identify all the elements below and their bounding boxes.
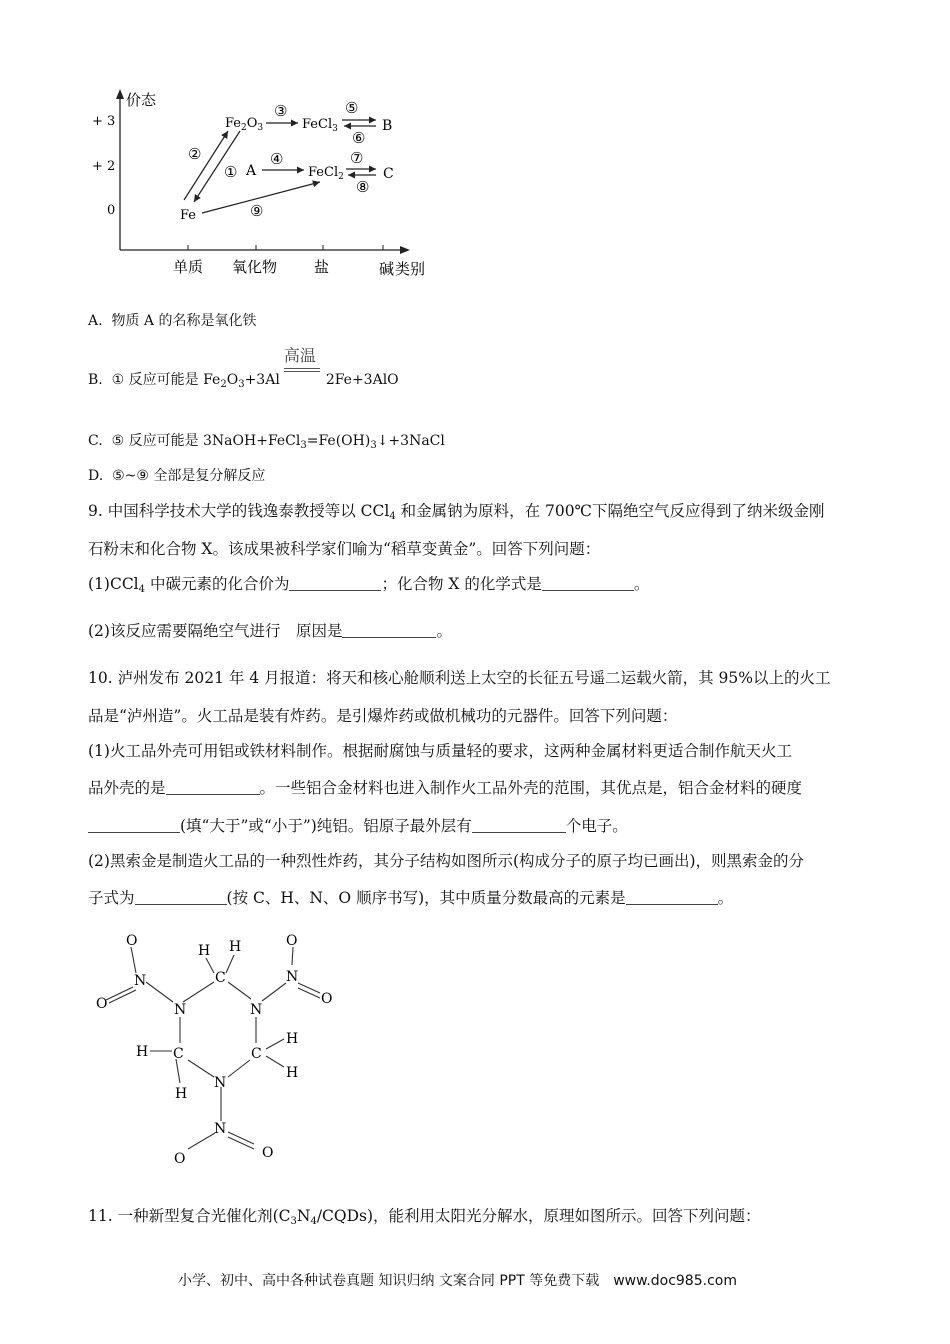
arrow-2 [184,131,228,200]
label-7: ⑦ [350,149,364,167]
option-letter: C. [88,433,103,449]
answer-blank[interactable] [626,890,718,905]
option-b [88,346,399,395]
atom-h: H [229,939,242,955]
atom-c: C [173,1046,184,1062]
atom-n: N [286,969,299,985]
atom-n: N [174,1002,187,1018]
option-letter: A. [88,313,103,329]
q10-part1-line3 [88,816,628,836]
subscript: 3 [290,1216,297,1227]
y-tick-3: + 3 [92,114,116,129]
q10-line1: 10. 泸州发布 2021 年 4 月报道：将天和核心舱顺利送上太空的长征五号遥二运载火箭，其 95%以上的火工 [88,669,831,687]
option-text: ⑤ 反应可能是 3NaOH+FeCl [111,433,301,449]
option-text: 2Fe+3AlO [325,372,399,388]
atom-n: N [214,1075,227,1091]
condition-text: 高温 [283,346,316,365]
q10-part2-line2 [88,888,733,908]
subscript: 3 [370,440,377,451]
q11-line1 [88,1206,761,1232]
text: /CQDs)，能利用太阳光分解水，原理如图所示。回答下列问题： [316,1207,761,1225]
node-fe: Fe [180,208,197,223]
text: 和金属钠为原料，在 700℃下隔绝空气反应得到了纳米级金刚 [395,502,825,520]
text: (按 C、H、N、O 顺序书写)，其中质量分数最高的元素是 [226,889,626,907]
answer-blank[interactable] [166,780,260,795]
node-b: B [382,118,393,134]
label-5: ⑤ [345,99,359,117]
node-fe2o3: $Fe_2O_3$ [225,116,264,133]
x-tick-salt: 盐 [314,258,330,276]
option-text: ① 反应可能是 Fe [111,372,221,388]
text: 。 [633,575,650,593]
valence-category-diagram [80,85,460,285]
atom-h: H [198,943,211,959]
subscript: 4 [138,584,146,595]
option-d [88,466,265,486]
label-9: ⑨ [250,202,264,220]
molecule-structure [88,925,348,1170]
q9-line1 [88,501,824,527]
atom-h: H [136,1044,149,1060]
label-3: ③ [274,102,288,120]
text: (2)该反应需要隔绝空气进行 原因是 [88,622,343,640]
subscript: 3 [238,379,245,390]
text: N [296,1207,311,1225]
x-tick-base: 碱 [379,260,395,278]
q10-part1-line2 [88,778,802,798]
option-a [88,311,256,331]
subscript: 3 [300,440,307,451]
page-footer: 小学、初中、高中各种试卷真题 知识归纳 文案合同 PPT 等免费下载 www.doc985.com [178,1273,737,1289]
atom-o: O [96,996,108,1012]
option-text: O [226,372,239,388]
atom-n: N [250,1002,263,1018]
node-c: C [383,166,394,182]
label-4: ④ [270,150,284,168]
q9-part2 [88,621,452,641]
option-text: =Fe(OH) [306,433,371,449]
option-c [88,431,445,456]
x-axis-label: 类别 [395,260,426,278]
x-tick-oxide: 氧化物 [232,258,278,276]
text: (填“大于”或“小于”)纯铝。铝原子最外层有 [180,817,472,835]
option-letter: B. [88,372,103,388]
option-text: 物质 A 的名称是氧化铁 [111,313,257,329]
text: 个电子。 [565,817,628,835]
q9-part1 [88,574,649,600]
option-text: ⑤~⑨ 全部是复分解反应 [112,468,266,484]
label-8: ⑧ [356,178,370,196]
atom-h: H [286,1031,299,1047]
subscript: 4 [310,1216,317,1227]
y-tick-0: 0 [107,203,116,218]
atom-o: O [126,933,138,949]
q10-line2: 品是“泸州造”。火工品是装有炸药。是引爆炸药或做机械功的元器件。回答下列问题： [88,707,678,725]
text: 11. 一种新型复合光催化剂(C [88,1207,291,1225]
y-axis-arrow [116,89,124,99]
answer-blank[interactable] [472,818,566,833]
atom-n: N [134,973,147,989]
label-1: ① [224,163,238,181]
node-fecl3: FeCl$_3$ [302,117,338,134]
atoms [96,933,332,1167]
atom-o: O [262,1145,274,1161]
q10-part1-line1: (1)火工品外壳可用铝或铁材料制作。根据耐腐蚀与质量轻的要求，这两种金属材料更适合制作航天火工 [88,742,792,760]
x-axis-arrow [400,246,410,254]
option-text: ↓+3NaCl [376,433,445,449]
answer-blank[interactable] [342,623,436,638]
atom-c: C [215,970,226,986]
q10-part2-line1: (2)黑索金是制造火工品的一种烈性炸药，其分子结构如图所示(构成分子的原子均已画出)，则黑索金的分 [88,852,805,870]
subscript: 4 [389,511,396,522]
equals-sign [284,368,320,372]
atom-h: H [175,1086,188,1102]
atom-o: O [321,991,333,1007]
atom-c: C [251,1046,262,1062]
x-tick-elementary: 单质 [173,258,204,276]
reaction-condition [280,346,326,390]
node-a: A [246,163,257,179]
y-tick-2: + 2 [92,159,116,174]
answer-blank[interactable] [542,576,634,591]
atom-o: O [174,1151,186,1167]
option-letter: D. [88,468,104,484]
atom-n: N [214,1121,227,1137]
label-6: ⑥ [352,129,366,147]
atom-h: H [286,1065,299,1081]
text: 中碳元素的化合价为 [145,575,290,593]
answer-blank[interactable] [88,818,180,833]
text: (1)CCl [88,575,139,593]
text: 。 [436,622,452,640]
text: 。一些铝合金材料也进入制作火工品外壳的范围，其优点是，铝合金材料的硬度 [259,779,803,797]
q9-line2: 石粉末和化合物 X。该成果被科学家们喻为“稻草变黄金”。回答下列问题： [88,540,601,558]
text: 品外壳的是 [88,779,166,797]
option-text: +3Al [244,372,280,388]
text: 。 [717,889,734,907]
text: 9. 中国科学技术大学的钱逸泰教授等以 CCl [88,502,390,520]
text: ；化合物 X 的化学式是 [381,575,542,593]
atom-o: O [286,933,298,949]
label-2: ② [188,145,202,163]
y-axis-label: 价态 [126,91,157,109]
subscript: 2 [220,379,227,390]
text: 子式为 [88,889,135,907]
answer-blank[interactable] [135,890,227,905]
node-fecl2: FeCl$_2$ [308,165,344,182]
answer-blank[interactable] [289,576,381,591]
